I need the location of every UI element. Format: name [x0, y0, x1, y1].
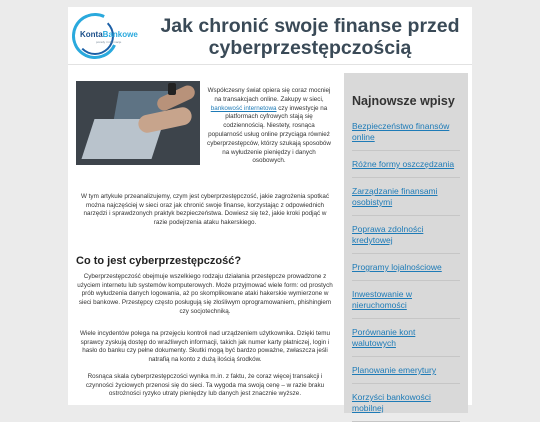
article-paragraph-4: Wiele incydentów polega na przejęciu kontroli nad urządzeniem użytkownika. Dzięki temu sprawcy zyskują dostęp do wrażliwych informacji, takich jak numer karty płatniczej, login i hasło do banku czy pełne dokumenty. Skutki mogą być bardzo poważne, zwłaszcza jeśli natrafią na konto z dużą ilością środków. [80, 330, 330, 364]
sidebar-link-currency-accounts[interactable]: Porównanie kont walutowych [352, 327, 460, 357]
sidebar-link-credit-score[interactable]: Poprawa zdolności kredytowej [352, 224, 460, 254]
sidebar [344, 73, 468, 413]
online-banking-link[interactable]: bankowość internetowa [210, 104, 277, 112]
sidebar-link-mobile-banking[interactable]: Korzyści bankowości mobilnej [352, 392, 460, 422]
intro-text-before: Współczesny świat opiera się coraz mocniej na transakcjach online. Zakupy w sieci, [207, 87, 331, 103]
sidebar-link-personal-finance[interactable]: Zarządzanie finansami osobistymi [352, 186, 460, 216]
article-intro [206, 87, 332, 166]
logo-tagline: porady i informacje [96, 40, 122, 44]
article-paragraph-2: W tym artykule przeanalizujemy, czym jest cyberprzestępczość, jakie zagrożenia spotkać można najczęściej w sieci oraz jak chronić swoje finanse, korzystając z odpowiednich narzędzi i sprawdzonych praktyk bezpieczeństwa. Dowiesz się też, jakie kroki podjąć w razie podejrzenia ataku hakerskiego. [80, 193, 329, 227]
hero-image [76, 81, 200, 165]
sidebar-link-saving-forms[interactable]: Różne formy oszczędzania [352, 159, 460, 178]
sidebar-link-retirement[interactable]: Planowanie emerytury [352, 365, 460, 384]
page [68, 7, 472, 413]
sidebar-link-real-estate[interactable]: Inwestowanie w nieruchomości [352, 289, 460, 319]
article-paragraph-3: Cyberprzestępczość obejmuje wszelkiego rodzaju działania przestępcze prowadzone z użyciem internetu lub systemów komputerowych. Może przyjmować wiele form: od prostych prób wyłudzenia danych logowania, aż po skomplikowane ataki hakerskie wymierzone w sieci bankowe. Przestępcy często posługują się złośliwym oprogramowaniem, phishingiem czy socjotechniką. [77, 273, 333, 315]
sidebar-heading: Najnowsze wpisy [352, 94, 455, 108]
page-title: Jak chronić swoje finanse przed cyberprzestępczością [160, 15, 460, 59]
watch-shape [168, 83, 176, 95]
article-paragraph-5: Rosnąca skala cyberprzestępczości wynika m.in. z faktu, że coraz więcej transakcji i czynności życiowych przenosi się do sieci. Ta wygoda ma swoją cenę – w razie braku ostrożności ryzyko utraty pieniędzy lub danych jest znacznie wyższe. [85, 373, 325, 398]
logo-brand-b: Bankowe [102, 30, 138, 39]
sidebar-link-loyalty-programs[interactable]: Programy lojalnościowe [352, 262, 460, 281]
logo-brand-a: Konta [80, 30, 103, 39]
logo-brand [80, 30, 138, 39]
site-header [68, 7, 472, 65]
site-logo[interactable] [72, 13, 142, 61]
intro-text-after: czy inwestycje na platformach cyfrowych stają się codziennością. Niestety, rosnąca popularność usług online przyciąga również cyberprzestępców, którzy szukają sposobów na wyłudzenie pieniędzy i danych osobowych. [207, 104, 331, 165]
sidebar-link-online-finance-security[interactable]: Bezpieczeństwo finansów online [352, 121, 460, 151]
section-heading: Co to jest cyberprzestępczość? [76, 255, 242, 267]
